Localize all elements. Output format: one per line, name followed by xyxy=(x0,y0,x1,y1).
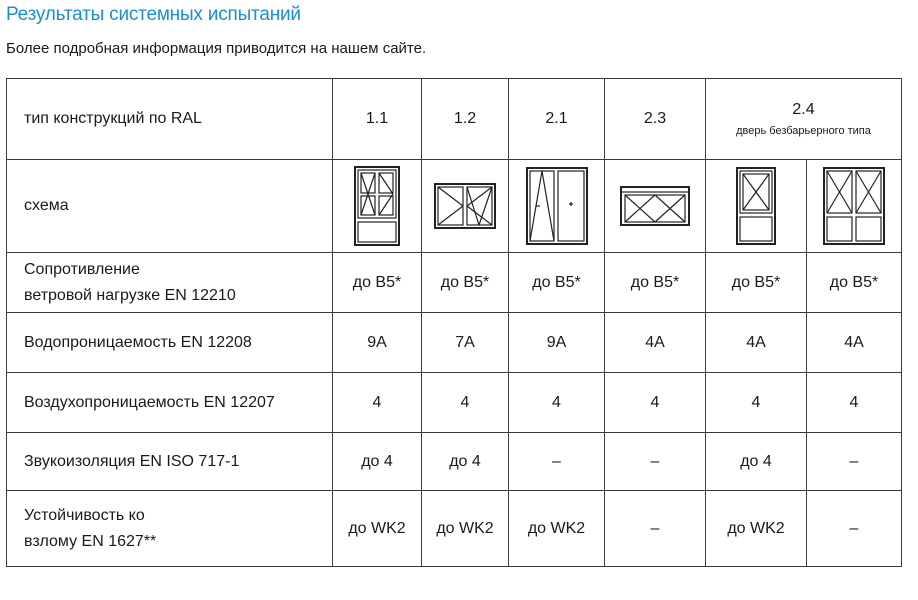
table-cell: до B5* xyxy=(333,253,422,313)
table-cell: до 4 xyxy=(422,433,509,491)
double-casement-window-scheme-icon xyxy=(434,183,496,229)
table-cell: до WK2 xyxy=(422,491,509,567)
row-label xyxy=(7,253,333,313)
row-label: Водопроницаемость EN 12208 xyxy=(7,313,333,373)
top-hung-window-scheme-icon xyxy=(620,186,690,226)
table-cell: до B5* xyxy=(422,253,509,313)
table-cell: – xyxy=(605,491,706,567)
scheme-cell-4 xyxy=(605,160,706,253)
row-label-line: Сопротивление xyxy=(24,260,140,278)
table-row xyxy=(7,373,902,433)
table-row xyxy=(7,313,902,373)
row-label: Звукоизоляция EN ISO 717-1 xyxy=(7,433,333,491)
table-cell: 7A xyxy=(422,313,509,373)
table-cell: 4 xyxy=(807,373,902,433)
results-table xyxy=(6,78,902,567)
table-cell: – xyxy=(509,433,605,491)
scheme-row xyxy=(7,160,902,253)
row-label xyxy=(7,491,333,567)
header-col-4: 2.3 xyxy=(605,79,706,160)
table-cell: 4 xyxy=(422,373,509,433)
table-cell: 4A xyxy=(807,313,902,373)
table-cell: 9A xyxy=(509,313,605,373)
balcony-door-scheme-icon xyxy=(526,167,588,245)
header-col-1: 1.1 xyxy=(333,79,422,160)
table-cell: 4 xyxy=(333,373,422,433)
scheme-cell-2 xyxy=(422,160,509,253)
table-cell: до B5* xyxy=(706,253,807,313)
barrier-free-door-scheme-icon xyxy=(736,167,776,245)
table-row xyxy=(7,253,902,313)
table-cell: – xyxy=(605,433,706,491)
header-col-2: 1.2 xyxy=(422,79,509,160)
table-cell: до B5* xyxy=(509,253,605,313)
row-label-line: Устойчивость ко xyxy=(24,506,145,524)
table-cell: до WK2 xyxy=(706,491,807,567)
header-merged-sub: дверь безбарьерного типа xyxy=(736,125,871,137)
table-cell: – xyxy=(807,491,902,567)
scheme-label: схема xyxy=(7,160,333,253)
scheme-cell-3 xyxy=(509,160,605,253)
table-cell: 4 xyxy=(706,373,807,433)
table-cell: до B5* xyxy=(807,253,902,313)
row-label: Воздухопроницаемость EN 12207 xyxy=(7,373,333,433)
header-label: тип конструкций по RAL xyxy=(7,79,333,160)
table-cell: до B5* xyxy=(605,253,706,313)
table-row xyxy=(7,433,902,491)
row-label-line: ветровой нагрузке EN 12210 xyxy=(24,286,236,304)
table-row xyxy=(7,491,902,567)
row-label-line: взлому EN 1627** xyxy=(24,532,157,550)
page-title: Результаты системных испытаний xyxy=(6,4,301,25)
double-door-scheme-icon xyxy=(823,167,885,245)
page-subtitle: Более подробная информация приводится на нашем сайте. xyxy=(6,40,427,57)
header-merged-main: 2.4 xyxy=(792,101,815,118)
header-row xyxy=(7,79,902,160)
table-cell: 9A xyxy=(333,313,422,373)
table-cell: 4A xyxy=(706,313,807,373)
table-cell: 4A xyxy=(605,313,706,373)
table-cell: 4 xyxy=(605,373,706,433)
table-cell: до 4 xyxy=(333,433,422,491)
door-window-scheme-icon xyxy=(354,166,400,246)
table-cell: – xyxy=(807,433,902,491)
scheme-cell-5 xyxy=(706,160,807,253)
scheme-cell-6 xyxy=(807,160,902,253)
table-cell: до 4 xyxy=(706,433,807,491)
table-cell: 4 xyxy=(509,373,605,433)
table-cell: до WK2 xyxy=(333,491,422,567)
header-col-3: 2.1 xyxy=(509,79,605,160)
scheme-cell-1 xyxy=(333,160,422,253)
table-cell: до WK2 xyxy=(509,491,605,567)
header-col-merged xyxy=(706,79,902,160)
